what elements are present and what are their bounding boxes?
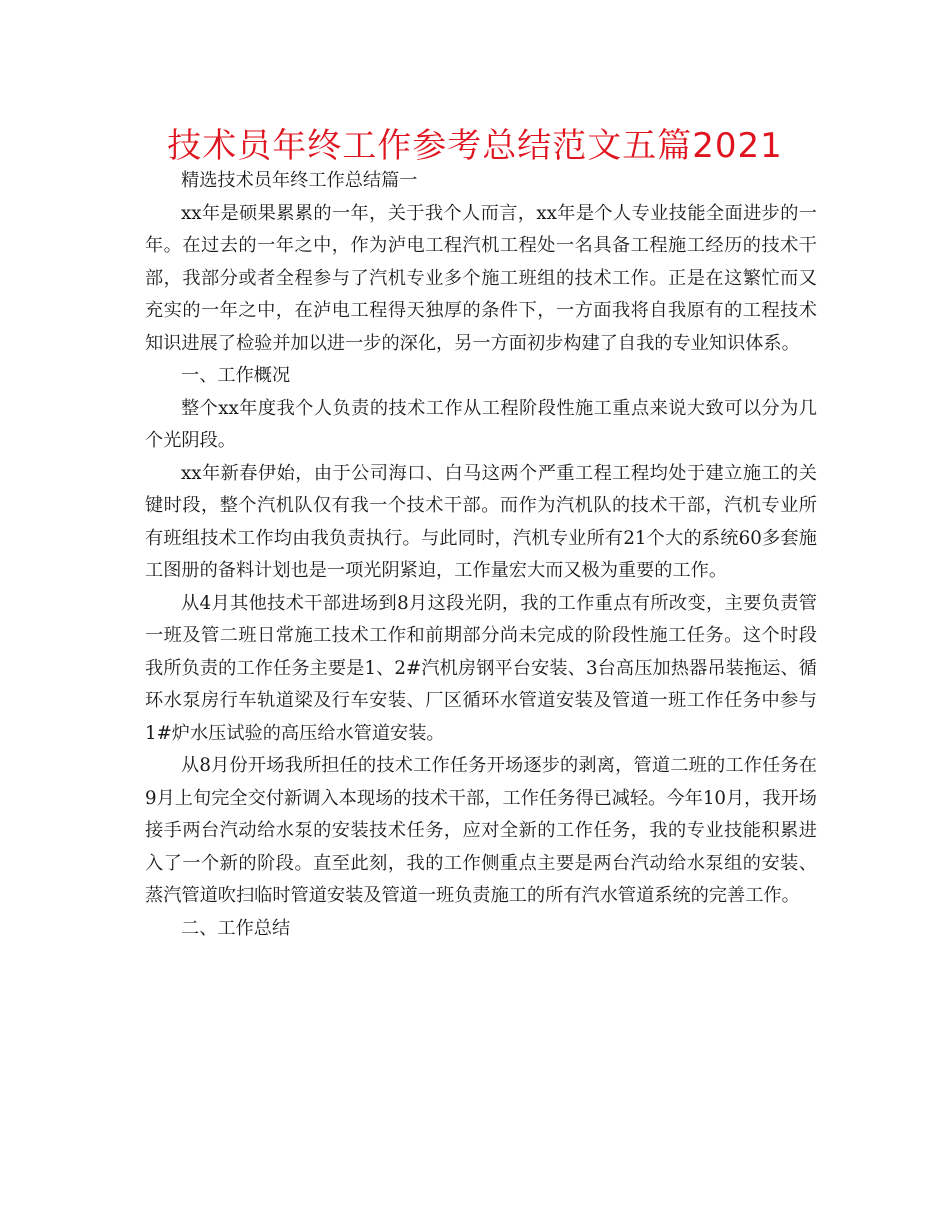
body-paragraph: xx年新春伊始，由于公司海口、白马这两个严重工程工程均处于建立施工的关键时段，整个汽机队仅有我一个技术干部。而作为汽机队的技术干部，汽机专业所有班组技术工作均由我负责执行。与此同时，汽机专业所有21个大的系统60多套施工图册的备料计划也是一项光阴紧迫，工作量宏大而又极为重要的工作。 xyxy=(145,462,817,581)
document-body xyxy=(145,165,817,945)
body-paragraph: 从4月其他技术干部进场到8月这段光阴，我的工作重点有所改变，主要负责管一班及管二班日常施工技术工作和前期部分尚未完成的阶段性施工任务。这个时段我所负责的工作任务主要是1、2#汽机房钢平台安装、3台高压加热器吊装拖运、循环水泵房行车轨道梁及行车安装、厂区循环水管道安装及管道一班工作任务中参与1#炉水压试验的高压给水管道安装。 xyxy=(145,592,817,744)
document-title: 技术员年终工作参考总结范文五篇2021 xyxy=(167,126,783,166)
section-heading: 精选技术员年终工作总结篇一 xyxy=(181,170,418,191)
body-paragraph: 整个xx年度我个人负责的技术工作从工程阶段性施工重点来说大致可以分为几个光阴段。 xyxy=(145,397,817,451)
body-paragraph: xx年是硕果累累的一年，关于我个人而言，xx年是个人专业技能全面进步的一年。在过去的一年之中，作为泸电工程汽机工程处一名具备工程施工经历的技术干部，我部分或者全程参与了汽机专业多个施工班组的技术工作。正是在这繁忙而又充实的一年之中，在泸电工程得天独厚的条件下，一方面我将自我原有的工程技术知识进展了检验并加以进一步的深化，另一方面初步构建了自我的专业知识体系。 xyxy=(145,202,817,354)
section-heading: 二、工作总结 xyxy=(181,917,291,939)
section-heading: 一、工作概况 xyxy=(181,365,291,386)
body-paragraph: 从8月份开场我所担任的技术工作任务开场逐步的剥离，管道二班的工作任务在9月上旬完全交付新调入本现场的技术干部，工作任务得已减轻。今年10月，我开场接手两台汽动给水泵的安装技术任务，应对全新的工作任务，我的专业技能积累进入了一个新的阶段。直至此刻，我的工作侧重点主要是两台汽动给水泵组的安装、蒸汽管道吹扫临时管道安装及管道一班负责施工的所有汽水管道系统的完善工作。 xyxy=(145,755,817,906)
